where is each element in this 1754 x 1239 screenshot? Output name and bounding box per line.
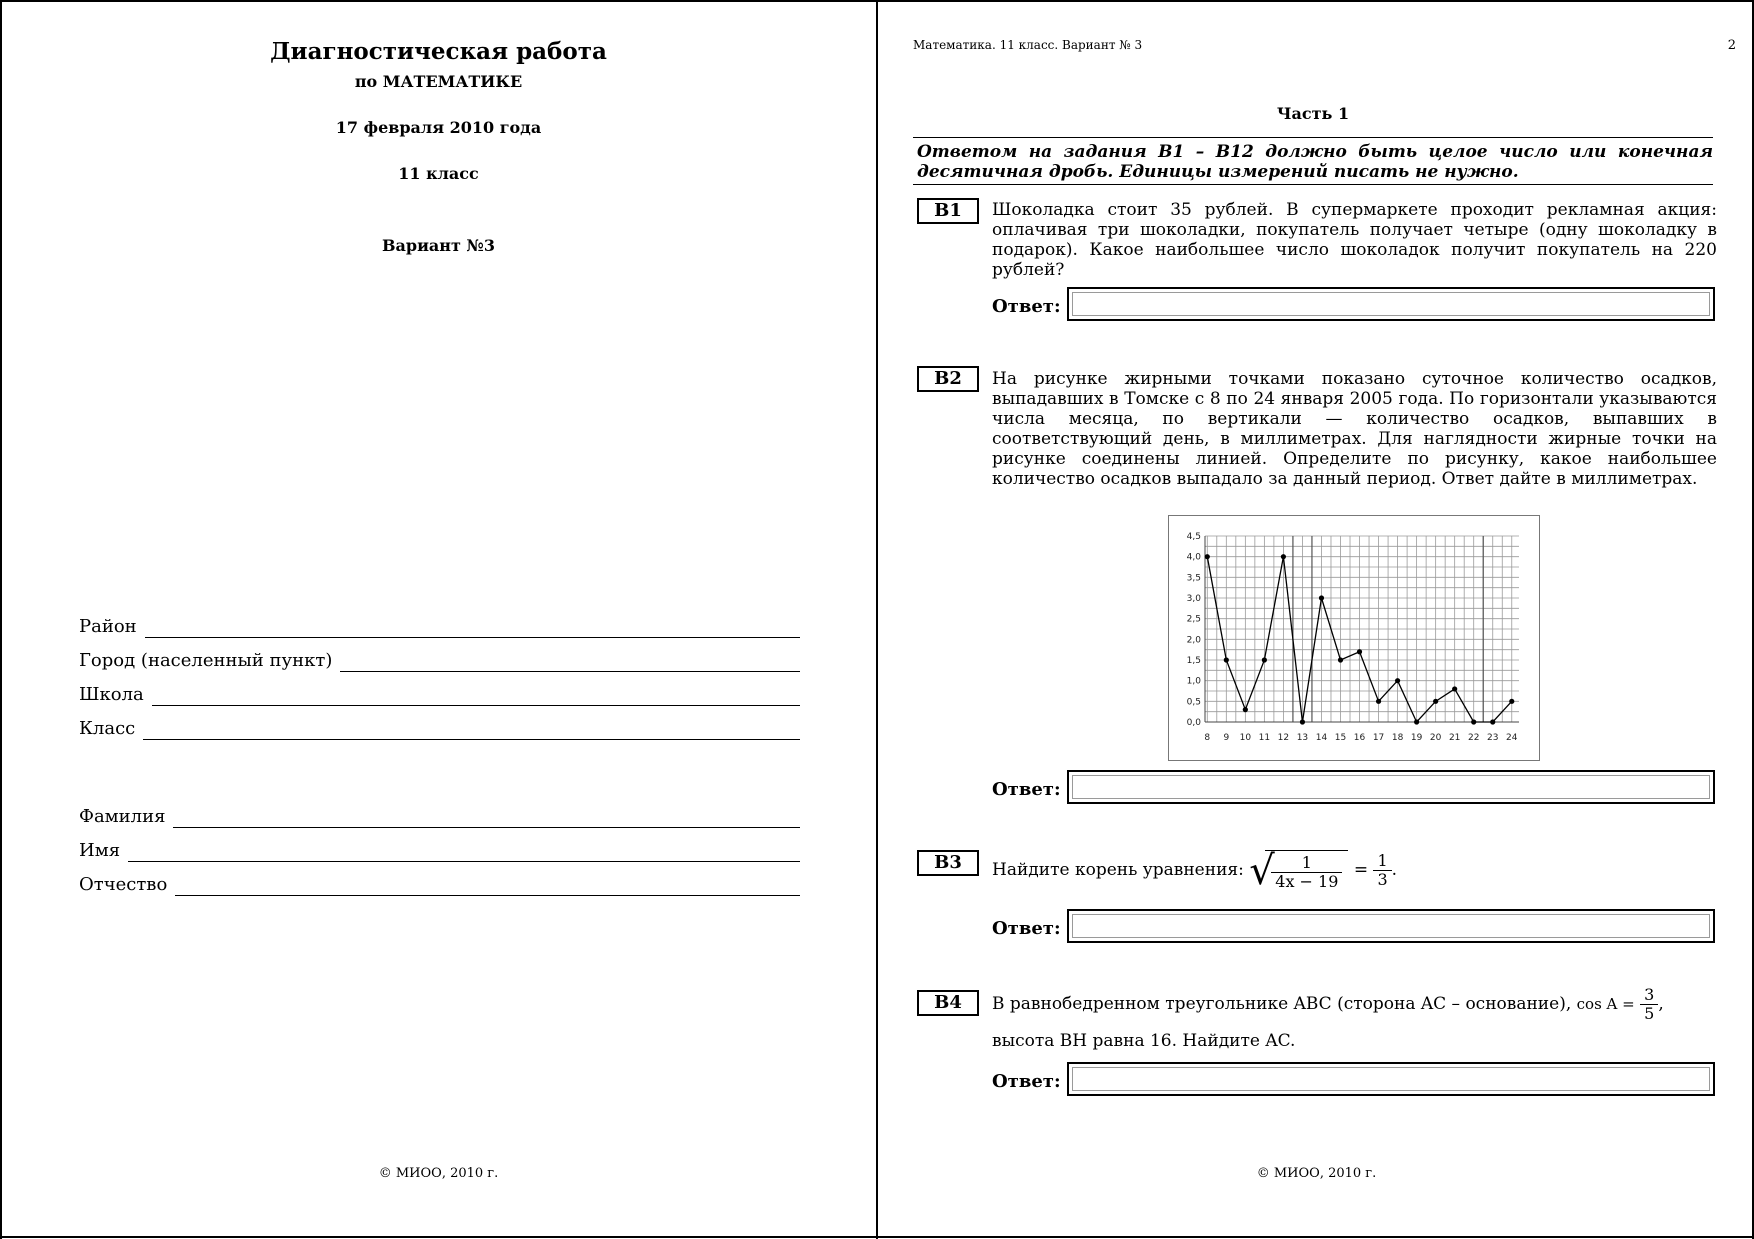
x-tick-label: 23 [1487,733,1499,743]
answer-label-b4: Ответ: [992,1071,1061,1092]
x-tick-label: 11 [1258,733,1271,743]
y-tick-label: 0,0 [1186,718,1201,728]
data-point [1376,699,1381,704]
field-city-label: Город (населенный пункт) [79,650,333,671]
data-point [1319,595,1324,600]
field-surname-label: Фамилия [79,806,166,827]
cover-grade: 11 класс [398,164,479,183]
field-city [79,646,800,672]
sqrt-expression [1249,848,1348,894]
answer-box-b1[interactable] [1067,287,1715,321]
data-point [1300,719,1305,724]
x-tick-label: 13 [1296,733,1309,743]
x-tick-label: 24 [1506,733,1518,743]
y-tick-label: 3,0 [1186,594,1201,604]
data-point [1262,657,1267,662]
data-point [1490,719,1495,724]
x-tick-label: 14 [1315,733,1328,743]
x-tick-label: 22 [1467,733,1480,743]
data-point [1471,719,1476,724]
data-point [1205,554,1210,559]
data-point [1338,657,1343,662]
x-tick-label: 20 [1429,733,1442,743]
question-text-b4-part1: В равнобедренном треугольнике ABC (сторона AC – основание), [992,994,1572,1014]
precipitation-chart [1168,515,1540,761]
answer-label-b1: Ответ: [992,296,1061,317]
y-tick-label: 2,5 [1186,614,1201,625]
cos-numerator: 3 [1644,985,1655,1004]
question-badge-b3: B3 [917,850,979,876]
field-class-line[interactable] [143,715,800,740]
x-tick-label: 21 [1448,733,1461,743]
instructions-rule-bottom [913,184,1713,185]
question-text-b1: Шоколадка стоит 35 рублей. В супермаркете проходит рекламная акция: оплачивая три шоколадки, покупатель получает четыре (одну шоколадку в подарок). Какое наибольшее число шоколадок получит покупатель на 220 рублей? [992,200,1717,280]
x-tick-label: 19 [1410,733,1423,743]
field-surname [79,802,800,828]
b3-period: . [1391,860,1398,880]
field-school [79,680,800,706]
y-tick-label: 1,0 [1186,676,1201,687]
field-patronymic-label: Отчество [79,874,168,895]
data-point [1452,686,1457,691]
sqrt-denominator: 4x − 19 [1271,872,1342,891]
field-city-line[interactable] [340,647,800,672]
data-point [1433,699,1438,704]
answer-label-b2: Ответ: [992,779,1061,800]
field-district-label: Район [79,616,137,637]
field-class [79,714,800,740]
instructions-rule-top [913,137,1713,138]
y-tick-label: 3,5 [1186,573,1201,584]
answer-label-b3: Ответ: [992,918,1061,939]
running-header: Математика. 11 класс. Вариант № 3 [913,38,1143,52]
cover-date: 17 февраля 2010 года [335,118,542,137]
field-patronymic [79,870,800,896]
field-name-line[interactable] [128,837,800,862]
sqrt-numerator: 1 [1301,853,1312,872]
questions-page [879,0,1754,1239]
question-text-b4-part2: высота BH равна 16. Найдите AC. [992,1031,1296,1051]
rhs-fraction [1373,852,1391,889]
data-point [1357,649,1362,654]
field-school-label: Школа [79,684,144,705]
cover-title: Диагностическая работа [270,38,607,65]
questions-footer: © МИОО, 2010 г. [1256,1166,1377,1181]
x-tick-label: 17 [1372,733,1385,743]
question-badge-b2: B2 [917,366,979,392]
question-text-b4 [992,986,1717,1059]
field-school-line[interactable] [152,681,800,706]
field-district [79,612,800,638]
cover-footer: © МИОО, 2010 г. [378,1166,499,1181]
x-tick-label: 8 [1204,733,1211,743]
radical-sign: √ [1249,848,1275,894]
y-tick-label: 0,5 [1186,697,1201,708]
data-point [1395,678,1400,683]
field-name-label: Имя [79,840,121,861]
equals-sign: = [1353,860,1369,880]
question-badge-b4: B4 [917,990,979,1016]
x-tick-label: 15 [1334,733,1347,743]
field-class-label: Класс [79,718,136,739]
y-tick-label: 4,5 [1186,532,1201,542]
field-district-line[interactable] [145,613,800,638]
cover-variant: Вариант №3 [381,236,496,255]
x-tick-label: 18 [1391,733,1404,743]
rhs-denominator: 3 [1373,870,1391,889]
question-badge-b1: B1 [917,198,979,224]
x-tick-label: 16 [1353,733,1366,743]
x-tick-label: 10 [1239,733,1252,743]
cos-label: cos A = [1576,995,1635,1013]
cover-subject: по МАТЕМАТИКЕ [354,72,523,91]
rhs-numerator: 1 [1377,851,1388,870]
question-text-b3-prefix: Найдите корень уравнения: [992,860,1244,880]
y-tick-label: 2,0 [1186,635,1201,646]
precipitation-chart-svg [1169,516,1539,760]
cos-fraction [1640,986,1658,1023]
y-tick-label: 1,5 [1186,656,1201,666]
question-text-b3 [992,848,1717,894]
data-point [1224,657,1229,662]
field-surname-line[interactable] [173,803,800,828]
instructions: Ответом на задания B1 – B12 должно быть целое число или конечная десятичная дробь. Единицы измерений писать не нужно. [917,142,1713,182]
part-title: Часть 1 [1276,104,1350,123]
answer-box-b3[interactable] [1067,909,1715,943]
answer-box-b2[interactable] [1067,770,1715,804]
data-point [1414,719,1419,724]
y-tick-label: 4,0 [1186,552,1201,563]
page-number: 2 [1727,38,1736,53]
data-point [1281,554,1286,559]
data-point [1509,699,1514,704]
cos-denominator: 5 [1640,1004,1658,1023]
x-tick-label: 12 [1277,733,1290,743]
data-point [1243,707,1248,712]
x-tick-label: 9 [1223,733,1230,743]
answer-box-b4[interactable] [1067,1062,1715,1096]
field-name [79,836,800,862]
b4-comma: , [1658,994,1664,1014]
field-patronymic-line[interactable] [175,871,800,896]
question-text-b2: На рисунке жирными точками показано суточное количество осадков, выпадавших в Томске с 8 по 24 января 2005 года. По горизонтали указываются числа месяца, по вертикали — количество осадков, выпавших в соответствующий день, в миллиметрах. Для наглядности жирные точки на рисунке соединены линией. Определите по рисунку, какое наибольшее количество осадков выпадало за данный период. Ответ дайте в миллиметрах. [992,369,1717,489]
